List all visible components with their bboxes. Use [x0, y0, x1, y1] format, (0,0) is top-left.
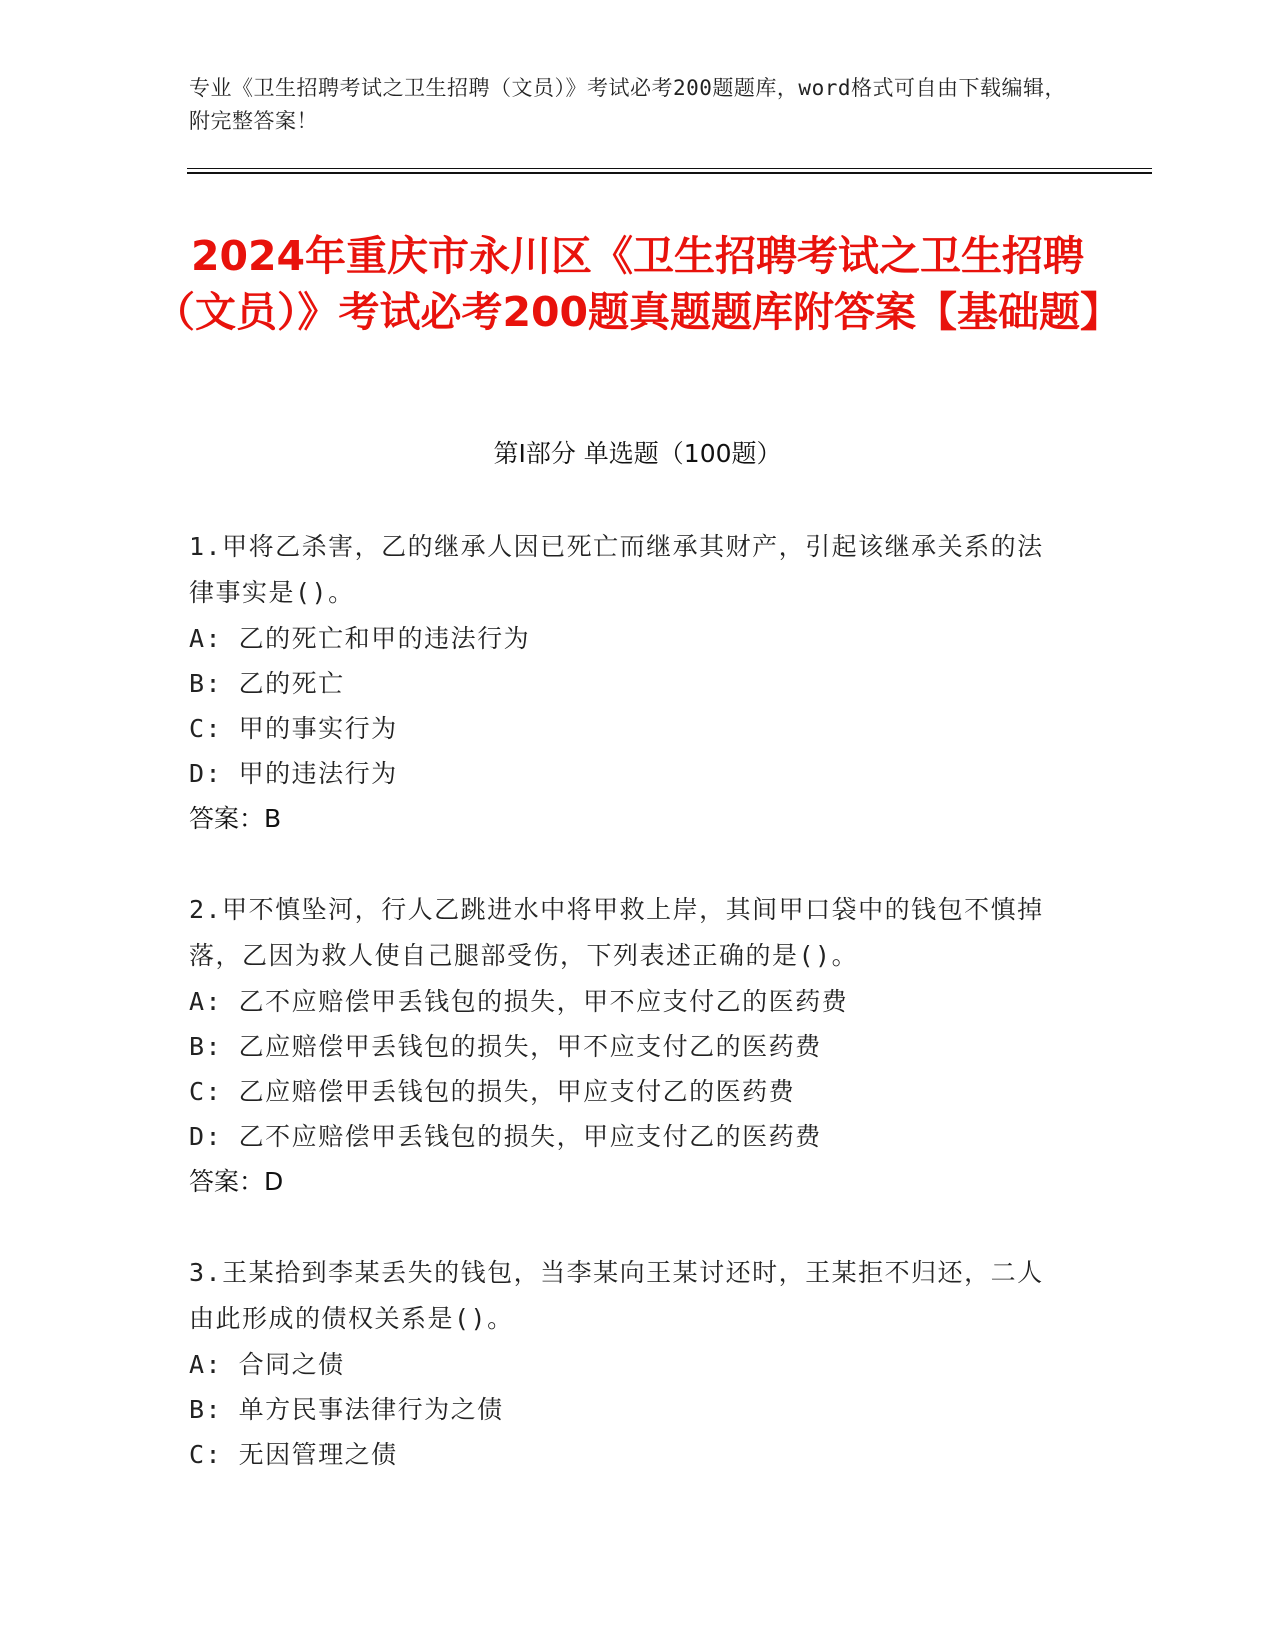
header-note: 专业《卫生招聘考试之卫生招聘（文员）》考试必考200题题库，word格式可自由下载编辑，附完整答案！: [189, 76, 1066, 133]
option-c: C: 乙应赔偿甲丢钱包的损失，甲应支付乙的医药费: [189, 1077, 796, 1106]
question-stem: 3.王某拾到李某丢失的钱包，当李某向王某讨还时，王某拒不归还，二人由此形成的债权关系是()。: [189, 1258, 1044, 1333]
option-a: A: 乙的死亡和甲的违法行为: [189, 624, 531, 653]
header-rule-thin: [187, 168, 1152, 169]
answer: 答案：B: [189, 804, 282, 833]
answer: 答案：D: [189, 1167, 284, 1196]
question-1: [189, 524, 1069, 842]
document-title: 2024年重庆市永川区《卫生招聘考试之卫生招聘（文员）》考试必考200题真题题库附答案【基础题】: [153, 232, 1122, 336]
question-2: [189, 887, 1069, 1205]
question-stem: 1.甲将乙杀害，乙的继承人因已死亡而继承其财产，引起该继承关系的法律事实是()。: [189, 532, 1044, 607]
option-c: C: 甲的事实行为: [189, 714, 398, 743]
question-list: [189, 524, 1069, 1522]
option-a: A: 乙不应赔偿甲丢钱包的损失，甲不应支付乙的医药费: [189, 987, 849, 1016]
option-b: B: 乙的死亡: [189, 669, 345, 698]
section-title: 第I部分 单选题（100题）: [493, 439, 782, 468]
option-b: B: 单方民事法律行为之债: [189, 1395, 504, 1424]
option-a: A: 合同之债: [189, 1350, 345, 1379]
option-c: C: 无因管理之债: [189, 1440, 398, 1469]
option-d: D: 乙不应赔偿甲丢钱包的损失，甲应支付乙的医药费: [189, 1122, 822, 1151]
header-rule-thick: [187, 172, 1152, 174]
question-3: [189, 1250, 1069, 1477]
option-d: D: 甲的违法行为: [189, 759, 398, 788]
question-stem: 2.甲不慎坠河，行人乙跳进水中将甲救上岸，其间甲口袋中的钱包不慎掉落，乙因为救人使自己腿部受伤，下列表述正确的是()。: [189, 895, 1044, 970]
option-b: B: 乙应赔偿甲丢钱包的损失，甲不应支付乙的医药费: [189, 1032, 822, 1061]
